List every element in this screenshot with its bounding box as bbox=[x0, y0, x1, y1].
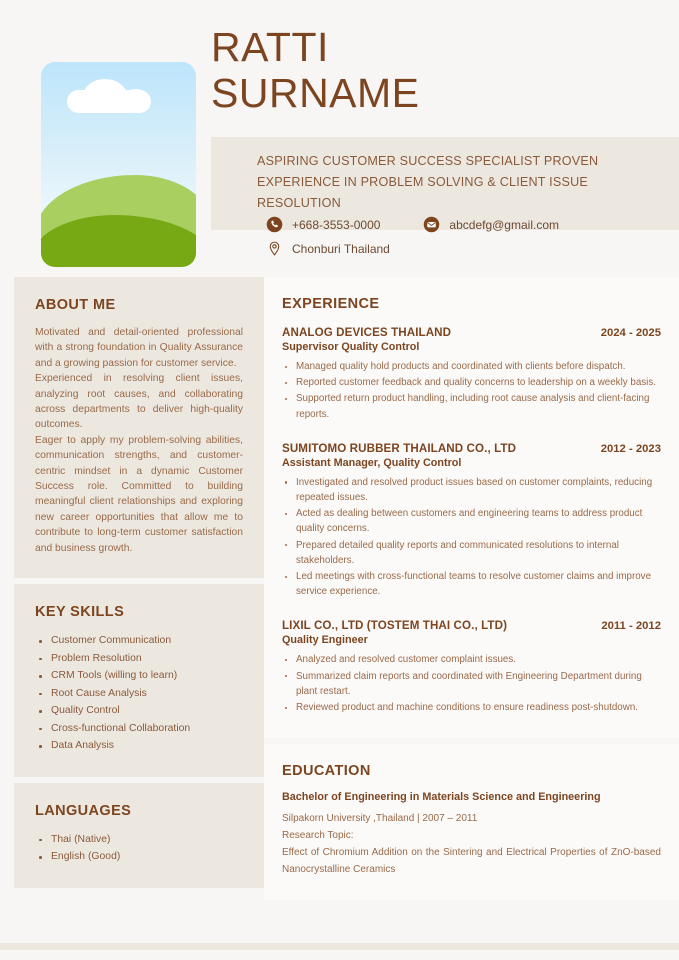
job-title: Quality Engineer bbox=[282, 634, 368, 647]
list-item: Analyzed and resolved customer complaint issues. bbox=[282, 652, 661, 667]
experience-entry-header bbox=[282, 619, 661, 632]
list-item: CRM Tools (willing to learn) bbox=[35, 667, 243, 685]
employment-dates: 2012 - 2023 bbox=[600, 442, 661, 455]
list-item: Investigated and resolved product issues based on customer complaints, reducing repeated issues. bbox=[282, 475, 661, 505]
list-item: Prepared detailed quality reports and communicated resolutions to internal stakeholders. bbox=[282, 538, 661, 568]
languages-card bbox=[14, 783, 264, 888]
list-item: Quality Control bbox=[35, 702, 243, 720]
about-paragraph: Motivated and detail-oriented professional with a strong foundation in Quality Assurance and a growing passion for customer service. bbox=[35, 327, 243, 369]
last-name: SURNAME bbox=[211, 70, 420, 116]
first-name: RATTI bbox=[211, 24, 329, 70]
cloud-icon bbox=[67, 79, 151, 113]
list-item: Acted as dealing between customers and engineering teams to address product quality concerns. bbox=[282, 506, 661, 536]
list-item: Root Cause Analysis bbox=[35, 685, 243, 703]
experience-entry bbox=[282, 442, 661, 600]
education-card bbox=[264, 744, 679, 900]
employer-name: ANALOG DEVICES THAILAND bbox=[282, 326, 452, 339]
research-topic-label: Research Topic: bbox=[282, 830, 354, 842]
experience-entry bbox=[282, 326, 661, 422]
list-item: Customer Communication bbox=[35, 632, 243, 650]
candidate-name bbox=[211, 24, 671, 116]
contact-email[interactable] bbox=[423, 216, 559, 233]
contact-row-secondary bbox=[266, 240, 679, 257]
footer-strip bbox=[0, 943, 679, 950]
experience-card bbox=[264, 277, 679, 738]
contact-location bbox=[266, 240, 390, 257]
employment-dates: 2024 - 2025 bbox=[600, 327, 661, 339]
employer-name: SUMITOMO RUBBER THAILAND CO., LTD bbox=[282, 441, 517, 455]
degree-name: Bachelor of Engineering in Materials Science and Engineering bbox=[282, 791, 601, 804]
about-me-title: ABOUT ME bbox=[35, 297, 116, 313]
contact-block bbox=[211, 216, 679, 264]
responsibility-list bbox=[282, 359, 661, 422]
list-item: Managed quality hold products and coordinated with clients before dispatch. bbox=[282, 359, 661, 374]
job-title: Supervisor Quality Control bbox=[282, 341, 420, 353]
languages-title: LANGUAGES bbox=[35, 802, 132, 819]
list-item: Data Analysis bbox=[35, 737, 243, 755]
education-title: EDUCATION bbox=[282, 763, 371, 780]
job-title: Assistant Manager, Quality Control bbox=[282, 456, 462, 469]
contact-phone[interactable] bbox=[266, 216, 380, 233]
list-item: Led meetings with cross-functional teams to resolve customer claims and improve service experience. bbox=[282, 569, 661, 599]
responsibility-list bbox=[282, 475, 661, 600]
email-address: abcdefg@gmail.com bbox=[449, 217, 559, 232]
phone-number: +668-3553-0000 bbox=[292, 217, 381, 232]
list-item: Cross-functional Collaboration bbox=[35, 720, 243, 738]
institution-line: Silpakorn University ,Thailand | 2007 – 2011 bbox=[282, 813, 478, 825]
location-text: Chonburi Thailand bbox=[292, 241, 390, 256]
experience-title: EXPERIENCE bbox=[282, 296, 380, 312]
headline-text: ASPIRING CUSTOMER SUCCESS SPECIALIST PROVEN EXPERIENCE IN PROBLEM SOLVING & CLIENT ISSUE RESOLUTION bbox=[257, 154, 599, 210]
languages-list bbox=[35, 831, 243, 866]
list-item: Supported return product handling, including root cause analysis and client-facing reports. bbox=[282, 391, 661, 421]
resume-header bbox=[0, 0, 679, 277]
employer-name: LIXIL CO., LTD (TOSTEM THAI CO., LTD) bbox=[282, 619, 508, 633]
experience-entry-header bbox=[282, 442, 661, 455]
research-topic-text: Effect of Chromium Addition on the Sintering and Electrical Properties of ZnO-based Nanocrystalline Ceramics bbox=[282, 847, 661, 876]
key-skills-title: KEY SKILLS bbox=[35, 604, 125, 621]
employment-dates: 2011 - 2012 bbox=[601, 620, 661, 633]
list-item: Reviewed product and machine conditions to ensure readiness post-shutdown. bbox=[282, 700, 661, 715]
list-item: English (Good) bbox=[35, 848, 243, 866]
profile-photo-placeholder bbox=[41, 62, 196, 267]
key-skills-card bbox=[14, 584, 264, 777]
email-icon bbox=[423, 216, 440, 233]
key-skills-list bbox=[35, 632, 243, 755]
experience-entry bbox=[282, 619, 661, 715]
list-item: Problem Resolution bbox=[35, 650, 243, 668]
location-pin-icon bbox=[266, 240, 283, 257]
about-paragraph: Experienced in resolving client issues, analyzing root causes, and collaborating across departments to deliver high-quality outcomes. bbox=[35, 373, 243, 431]
sidebar-column bbox=[14, 277, 264, 894]
contact-row-primary bbox=[266, 216, 679, 233]
main-column bbox=[264, 277, 679, 906]
about-me-card bbox=[14, 277, 264, 578]
list-item: Thai (Native) bbox=[35, 831, 243, 849]
list-item: Reported customer feedback and quality concerns to leadership on a weekly basis. bbox=[282, 375, 661, 390]
phone-icon bbox=[266, 216, 283, 233]
list-item: Summarized claim reports and coordinated with Engineering Department during plant restart. bbox=[282, 669, 661, 699]
about-paragraph: Eager to apply my problem-solving abilities, communication strengths, and customer-centric mindset in a dynamic Customer Success role. Committed to building meaningful client relationships and exploring new career opportunities that allow me to contribute to long-term customer satisfaction and business growth. bbox=[35, 434, 243, 554]
responsibility-list bbox=[282, 652, 661, 715]
experience-entry-header bbox=[282, 326, 661, 339]
